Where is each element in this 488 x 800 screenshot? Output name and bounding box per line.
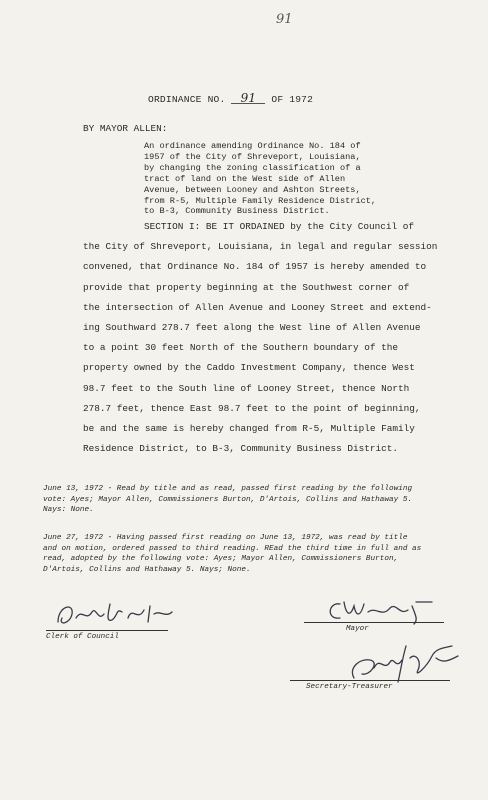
body-line: Residence District, to B-3, Community Business District. <box>83 443 399 455</box>
clerk-signature-line <box>46 630 168 631</box>
summary-line: 1957 of the City of Shreveport, Louisiana, <box>144 151 361 162</box>
body-line: the City of Shreveport, Louisiana, in legal and regular session <box>83 241 438 253</box>
handwritten-page-number: 91 <box>276 12 293 27</box>
body-line: to a point 30 feet North of the Southern boundary of the <box>83 342 399 354</box>
summary-line: tract of land on the West side of Allen <box>144 173 346 184</box>
mayor-signature-line <box>304 622 444 623</box>
treasurer-signature-line <box>290 680 450 681</box>
body-line: be and the same is hereby changed from R-5, Multiple Family <box>83 423 415 435</box>
body-line: 278.7 feet, thence East 98.7 feet to the point of beginning, <box>83 402 421 414</box>
treasurer-signature <box>340 638 470 684</box>
summary-line: from R-5, Multiple Family Residence District, <box>144 195 377 206</box>
body-line: provide that property beginning at the Southwest corner of <box>83 281 410 293</box>
title-prefix: ORDINANCE NO. <box>148 94 226 105</box>
minutes-line: June 13, 1972 - Read by title and as read, passed first reading by the following <box>43 485 413 493</box>
minutes-line: D'Artois, Collins and Hathaway 5. Nays; None. <box>43 565 251 574</box>
body-line: SECTION I: BE IT ORDAINED by the City Council of <box>144 221 415 232</box>
body-line: the intersection of Allen Avenue and Looney Street and extend- <box>83 301 432 313</box>
section-one-body <box>83 217 453 459</box>
treasurer-label: Secretary-Treasurer <box>306 683 393 691</box>
clerk-signature <box>52 596 182 632</box>
minutes-adoption <box>43 533 421 575</box>
mayor-label: Mayor <box>346 625 369 633</box>
byline: BY MAYOR ALLEN: <box>83 123 168 134</box>
minutes-line: read, adopted by the following vote: Ayes; Mayor Allen, Commissioners Burton, <box>43 555 399 563</box>
title-suffix: OF 1972 <box>271 94 314 105</box>
minutes-line: June 27, 1972 - Having passed first reading on June 13, 1972, was read by title <box>43 534 408 542</box>
minutes-line: vote: Ayes; Mayor Allen, Commissioners Burton, D'Artois, Collins and Hathaway 5. <box>43 495 413 504</box>
body-line: ing Southward 278.7 feet along the West line of Allen Avenue <box>83 322 421 334</box>
minutes-line: Nays: None. <box>43 506 94 514</box>
summary-line: Avenue, between Looney and Ashton Streets, <box>144 184 361 195</box>
ordinance-summary <box>144 141 444 217</box>
summary-line: to B-3, Community Business District. <box>144 206 330 217</box>
body-line: property owned by the Caddo Investment Company, thence West <box>83 362 415 374</box>
summary-line: by changing the zoning classification of a <box>144 162 361 173</box>
minutes-first-reading <box>43 484 412 516</box>
body-line: convened, that Ordinance No. 184 of 1957 is hereby amended to <box>83 261 427 273</box>
minutes-line: and on motion, ordered passed to third reading. REad the third time in full and as <box>43 544 422 553</box>
ordinance-title <box>148 93 313 105</box>
body-line: 98.7 feet to the South line of Looney Street, thence North <box>83 382 410 394</box>
summary-line: An ordinance amending Ordinance No. 184 of <box>144 141 361 151</box>
clerk-label: Clerk of Council <box>46 633 119 641</box>
mayor-signature <box>320 592 440 626</box>
ordinance-number: 91 <box>231 93 265 104</box>
